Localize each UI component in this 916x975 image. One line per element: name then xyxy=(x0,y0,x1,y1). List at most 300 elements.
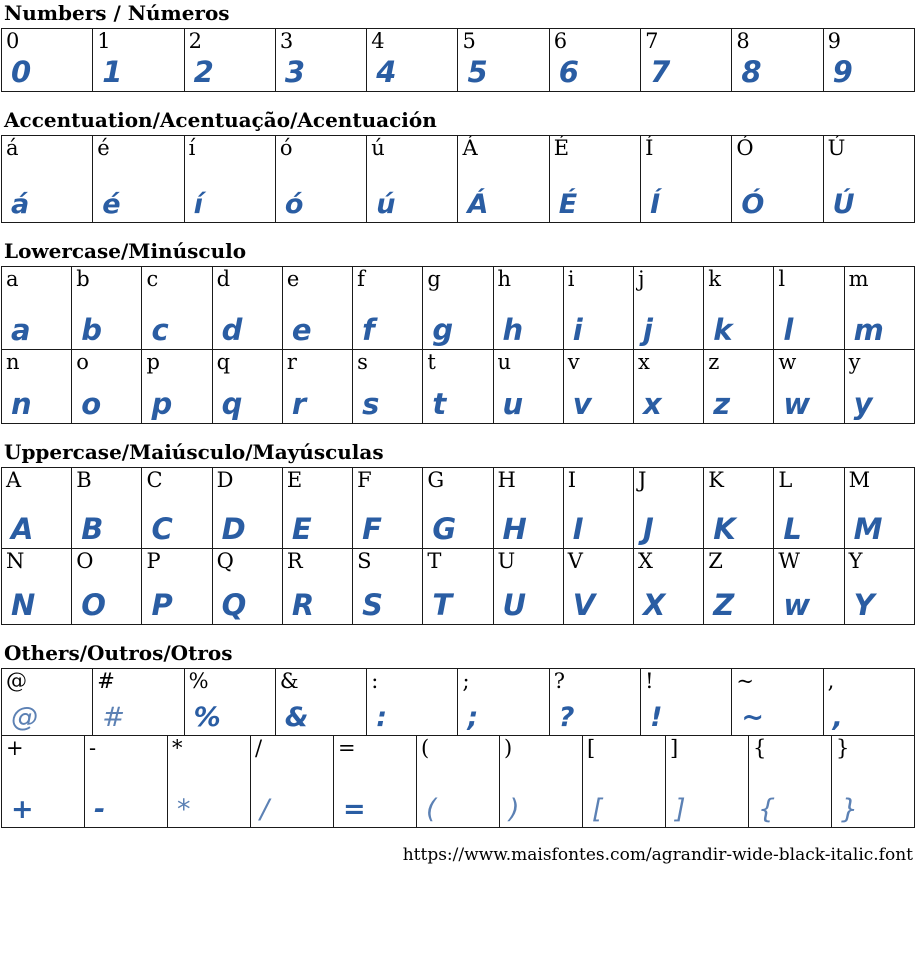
glyph-cell-inner xyxy=(93,29,183,91)
reference-glyph: Ú xyxy=(827,136,846,160)
glyph-cell-inner xyxy=(634,350,703,423)
reference-glyph: ó xyxy=(279,136,293,160)
font-sample-glyph: 2 xyxy=(193,55,215,89)
glyph-cell xyxy=(212,350,282,424)
reference-glyph: } xyxy=(836,736,850,760)
glyph-table-uppercase-row1 xyxy=(1,548,915,625)
glyph-cell-inner xyxy=(213,549,282,624)
glyph-cell-inner xyxy=(458,669,548,735)
glyph-cell xyxy=(458,29,549,92)
font-sample-glyph: a xyxy=(11,313,32,347)
glyph-cell-inner xyxy=(353,468,422,548)
glyph-cell xyxy=(633,549,703,625)
font-sample-glyph: r xyxy=(291,387,308,421)
font-sample-glyph: , xyxy=(832,702,844,733)
reference-glyph: # xyxy=(97,669,115,693)
reference-glyph: % xyxy=(188,669,209,693)
font-sample-glyph: i xyxy=(572,313,584,347)
glyph-cell-inner xyxy=(704,549,773,624)
glyph-cell xyxy=(367,136,458,223)
reference-glyph: y xyxy=(848,350,861,374)
glyph-cell xyxy=(844,549,914,625)
glyph-cell-inner xyxy=(704,267,773,349)
font-sample-glyph: 1 xyxy=(102,55,124,89)
reference-glyph: e xyxy=(286,267,300,291)
font-sample-glyph: 0 xyxy=(11,55,33,89)
font-sample-glyph: e xyxy=(291,313,313,347)
glyph-cell-inner xyxy=(283,350,352,423)
glyph-cell-inner xyxy=(142,350,211,423)
glyph-cell xyxy=(282,267,352,350)
glyph-cell xyxy=(844,267,914,350)
font-sample-glyph: ~ xyxy=(741,702,765,733)
font-sample-glyph: + xyxy=(11,794,35,825)
glyph-cell xyxy=(633,350,703,424)
font-sample-glyph: V xyxy=(572,588,597,622)
font-sample-glyph: Ó xyxy=(741,189,766,220)
reference-glyph: í xyxy=(188,136,196,160)
glyph-cell-inner xyxy=(732,29,822,91)
font-sample-glyph: y xyxy=(853,387,874,421)
font-sample-glyph: I xyxy=(572,512,585,546)
font-sample-glyph: ] xyxy=(675,794,687,825)
glyph-cell-inner xyxy=(72,549,141,624)
glyph-cell xyxy=(367,29,458,92)
font-sample-glyph: z xyxy=(713,387,732,421)
reference-glyph: 3 xyxy=(279,29,294,53)
reference-glyph: N xyxy=(6,549,25,573)
font-sample-glyph: p xyxy=(151,387,174,421)
glyph-cell xyxy=(72,468,142,549)
font-sample-glyph: j xyxy=(642,313,654,347)
glyph-cell xyxy=(549,669,640,736)
glyph-table-numbers-row0 xyxy=(1,28,915,92)
glyph-cell xyxy=(583,736,666,828)
glyph-cell xyxy=(212,468,282,549)
glyph-cell-inner xyxy=(276,136,366,222)
reference-glyph: U xyxy=(497,549,516,573)
reference-glyph: : xyxy=(371,669,379,693)
glyph-cell xyxy=(732,136,823,223)
glyph-cell xyxy=(353,468,423,549)
glyph-cell-inner xyxy=(500,736,582,827)
glyph-cell-inner xyxy=(2,736,84,827)
font-sample-glyph: X xyxy=(642,588,667,622)
reference-glyph: * xyxy=(172,736,183,760)
glyph-cell xyxy=(93,669,184,736)
glyph-cell xyxy=(275,29,366,92)
glyph-cell xyxy=(633,267,703,350)
glyph-cell-inner xyxy=(641,29,731,91)
glyph-cell xyxy=(93,136,184,223)
glyph-cell xyxy=(93,29,184,92)
glyph-cell xyxy=(2,136,93,223)
font-sample-glyph: o xyxy=(81,387,103,421)
glyph-cell-inner xyxy=(367,29,457,91)
glyph-cell xyxy=(774,549,844,625)
font-sample-glyph: ? xyxy=(558,702,576,733)
reference-glyph: Á xyxy=(462,136,478,160)
glyph-cell-inner xyxy=(641,669,731,735)
reference-glyph: P xyxy=(146,549,161,573)
reference-glyph: ) xyxy=(504,736,513,760)
font-sample-glyph: : xyxy=(376,702,388,733)
font-sample-glyph: Q xyxy=(221,588,248,622)
glyph-cell-inner xyxy=(774,468,843,548)
glyph-cell-inner xyxy=(142,549,211,624)
reference-glyph: W xyxy=(778,549,800,573)
glyph-cell-inner xyxy=(423,350,492,423)
font-sample-glyph: C xyxy=(151,512,174,546)
glyph-cell-inner xyxy=(774,267,843,349)
glyph-cell xyxy=(549,136,640,223)
glyph-cell xyxy=(832,736,915,828)
glyph-cell-inner xyxy=(845,350,914,423)
glyph-cell xyxy=(282,549,352,625)
reference-glyph: I xyxy=(567,468,577,492)
glyph-cell-inner xyxy=(367,136,457,222)
font-sample-glyph: x xyxy=(642,387,663,421)
glyph-cell xyxy=(774,350,844,424)
section-title-uppercase: Uppercase/Maiúsculo/Mayúsculas xyxy=(4,440,384,464)
font-sample-glyph: t xyxy=(432,387,448,421)
font-sample-glyph: % xyxy=(193,702,222,733)
glyph-cell-inner xyxy=(634,267,703,349)
glyph-cell xyxy=(704,549,774,625)
font-sample-glyph: g xyxy=(432,313,455,347)
glyph-cell xyxy=(2,736,85,828)
glyph-cell-inner xyxy=(93,136,183,222)
reference-glyph: B xyxy=(76,468,92,492)
glyph-cell xyxy=(142,267,212,350)
reference-glyph: p xyxy=(146,350,160,374)
glyph-cell-inner xyxy=(832,736,914,827)
reference-glyph: o xyxy=(76,350,89,374)
font-sample-glyph: 9 xyxy=(832,55,854,89)
glyph-cell xyxy=(168,736,251,828)
glyph-cell-inner xyxy=(550,29,640,91)
reference-glyph: / xyxy=(255,736,263,760)
font-sample-glyph: S xyxy=(362,588,384,622)
glyph-cell-inner xyxy=(353,350,422,423)
font-sample-glyph: A xyxy=(11,512,35,546)
glyph-cell-inner xyxy=(634,468,703,548)
font-sample-glyph: M xyxy=(853,512,884,546)
reference-glyph: 1 xyxy=(97,29,111,53)
glyph-table-uppercase-row0 xyxy=(1,467,915,549)
font-sample-glyph: G xyxy=(432,512,458,546)
glyph-cell-inner xyxy=(494,549,563,624)
glyph-cell xyxy=(353,350,423,424)
glyph-cell xyxy=(251,736,334,828)
reference-glyph: n xyxy=(6,350,20,374)
section-title-lowercase: Lowercase/Minúsculo xyxy=(4,239,247,263)
glyph-cell xyxy=(72,350,142,424)
glyph-cell xyxy=(212,549,282,625)
glyph-cell xyxy=(184,136,275,223)
glyph-cell xyxy=(2,669,93,736)
font-sample-glyph: = xyxy=(343,794,367,825)
glyph-cell-inner xyxy=(704,468,773,548)
reference-glyph: M xyxy=(848,468,871,492)
glyph-cell xyxy=(72,267,142,350)
reference-glyph: ! xyxy=(645,669,654,693)
glyph-table-lowercase-row0 xyxy=(1,266,915,350)
glyph-cell xyxy=(2,267,72,350)
glyph-cell-inner xyxy=(353,267,422,349)
font-sample-glyph: é xyxy=(102,189,122,220)
glyph-cell xyxy=(844,350,914,424)
section-accentuation xyxy=(1,109,915,223)
glyph-cell-inner xyxy=(423,468,492,548)
glyph-cell xyxy=(563,549,633,625)
reference-glyph: w xyxy=(778,350,797,374)
glyph-cell-inner xyxy=(564,549,633,624)
glyph-cell xyxy=(641,29,732,92)
font-sample-glyph: h xyxy=(502,313,525,347)
glyph-cell-inner xyxy=(85,736,167,827)
section-title-others: Others/Outros/Otros xyxy=(4,641,233,665)
font-sample-glyph: n xyxy=(11,387,33,421)
reference-glyph: A xyxy=(6,468,22,492)
reference-glyph: Q xyxy=(216,549,234,573)
reference-glyph: ( xyxy=(421,736,430,760)
font-sample-glyph: F xyxy=(362,512,383,546)
font-sample-glyph: K xyxy=(713,512,737,546)
font-sample-glyph: d xyxy=(221,313,244,347)
glyph-cell xyxy=(563,267,633,350)
font-sample-glyph: í xyxy=(193,189,204,220)
specimen-sections xyxy=(1,2,915,828)
reference-glyph: m xyxy=(848,267,869,291)
glyph-cell-inner xyxy=(334,736,416,827)
glyph-cell-inner xyxy=(2,29,92,91)
font-sample-glyph: Ú xyxy=(832,189,856,220)
glyph-cell-inner xyxy=(72,350,141,423)
font-sample-glyph: u xyxy=(502,387,525,421)
section-title-numbers: Numbers / Números xyxy=(4,1,230,25)
glyph-cell xyxy=(493,350,563,424)
reference-glyph: [ xyxy=(587,736,596,760)
glyph-cell-inner xyxy=(283,468,352,548)
glyph-cell-inner xyxy=(142,468,211,548)
glyph-cell-inner xyxy=(2,669,92,735)
glyph-cell-inner xyxy=(564,267,633,349)
reference-glyph: D xyxy=(216,468,234,492)
glyph-cell-inner xyxy=(494,468,563,548)
section-uppercase xyxy=(1,441,915,625)
reference-glyph: ; xyxy=(462,669,470,693)
glyph-cell xyxy=(275,136,366,223)
glyph-cell xyxy=(704,350,774,424)
glyph-cell xyxy=(142,468,212,549)
glyph-cell-inner xyxy=(283,549,352,624)
glyph-cell xyxy=(633,468,703,549)
glyph-cell xyxy=(641,669,732,736)
font-sample-glyph: { xyxy=(758,794,777,825)
font-sample-glyph: Z xyxy=(713,588,736,622)
font-sample-glyph: c xyxy=(151,313,170,347)
glyph-cell xyxy=(2,350,72,424)
reference-glyph: C xyxy=(146,468,163,492)
reference-glyph: Ó xyxy=(736,136,754,160)
glyph-cell xyxy=(184,29,275,92)
glyph-cell xyxy=(417,736,500,828)
glyph-cell-inner xyxy=(774,350,843,423)
reference-glyph: d xyxy=(216,267,231,291)
reference-glyph: z xyxy=(708,350,720,374)
glyph-cell-inner xyxy=(564,350,633,423)
font-sample-glyph: / xyxy=(260,794,271,825)
reference-glyph: 5 xyxy=(462,29,476,53)
reference-glyph: s xyxy=(357,350,368,374)
font-sample-glyph: b xyxy=(81,313,103,347)
font-sample-glyph: N xyxy=(11,588,37,622)
glyph-cell-inner xyxy=(142,267,211,349)
font-sample-glyph: 4 xyxy=(376,55,398,89)
glyph-cell xyxy=(353,549,423,625)
reference-glyph: g xyxy=(427,267,441,291)
font-sample-glyph: ( xyxy=(426,794,438,825)
glyph-cell-inner xyxy=(550,136,640,222)
glyph-cell-inner xyxy=(93,669,183,735)
glyph-cell xyxy=(367,669,458,736)
font-sample-glyph: q xyxy=(221,387,244,421)
font-sample-glyph: 6 xyxy=(558,55,580,89)
glyph-cell xyxy=(774,267,844,350)
glyph-cell-inner xyxy=(423,267,492,349)
font-sample-glyph: [ xyxy=(592,794,604,825)
reference-glyph: 2 xyxy=(188,29,202,53)
glyph-cell xyxy=(423,350,493,424)
font-sample-glyph: ) xyxy=(509,794,521,825)
glyph-cell xyxy=(458,136,549,223)
reference-glyph: ? xyxy=(553,669,566,693)
glyph-cell xyxy=(2,29,93,92)
font-sample-glyph: - xyxy=(94,794,107,825)
glyph-cell-inner xyxy=(550,669,640,735)
glyph-cell-inner xyxy=(185,29,275,91)
font-sample-glyph: } xyxy=(841,794,860,825)
glyph-cell-inner xyxy=(824,669,914,735)
reference-glyph: ú xyxy=(371,136,385,160)
glyph-cell-inner xyxy=(213,468,282,548)
font-sample-glyph: P xyxy=(151,588,174,622)
reference-glyph: h xyxy=(497,267,512,291)
glyph-cell xyxy=(493,267,563,350)
reference-glyph: x xyxy=(637,350,650,374)
glyph-cell xyxy=(704,267,774,350)
reference-glyph: K xyxy=(708,468,724,492)
glyph-cell-inner xyxy=(251,736,333,827)
glyph-cell-inner xyxy=(732,136,822,222)
glyph-cell xyxy=(423,468,493,549)
font-sample-glyph: ; xyxy=(467,702,480,733)
glyph-cell-inner xyxy=(213,350,282,423)
glyph-cell-inner xyxy=(283,267,352,349)
glyph-cell-inner xyxy=(353,549,422,624)
glyph-cell-inner xyxy=(845,468,914,548)
font-sample-glyph: s xyxy=(362,387,381,421)
glyph-cell xyxy=(749,736,832,828)
section-numbers xyxy=(1,2,915,92)
font-sample-glyph: k xyxy=(713,313,734,347)
glyph-cell-inner xyxy=(458,29,548,91)
reference-glyph: = xyxy=(338,736,356,760)
font-sample-glyph: R xyxy=(291,588,316,622)
glyph-cell xyxy=(732,29,823,92)
reference-glyph: E xyxy=(286,468,303,492)
reference-glyph: 0 xyxy=(6,29,20,53)
reference-glyph: c xyxy=(146,267,159,291)
reference-glyph: H xyxy=(497,468,516,492)
glyph-cell xyxy=(423,549,493,625)
glyph-cell xyxy=(142,549,212,625)
glyph-cell xyxy=(2,468,72,549)
glyph-cell-inner xyxy=(72,468,141,548)
glyph-cell-inner xyxy=(824,29,914,91)
glyph-cell-inner xyxy=(417,736,499,827)
reference-glyph: J xyxy=(637,468,647,492)
glyph-cell xyxy=(282,468,352,549)
reference-glyph: 8 xyxy=(736,29,750,53)
reference-glyph: S xyxy=(357,549,372,573)
glyph-cell xyxy=(72,549,142,625)
font-sample-glyph: L xyxy=(783,512,803,546)
reference-glyph: u xyxy=(497,350,512,374)
reference-glyph: é xyxy=(97,136,110,160)
glyph-cell-inner xyxy=(641,136,731,222)
glyph-table-accentuation-row0 xyxy=(1,135,915,223)
glyph-cell xyxy=(549,29,640,92)
font-sample-glyph: w xyxy=(783,588,812,622)
reference-glyph: Í xyxy=(645,136,654,160)
glyph-cell xyxy=(2,549,72,625)
glyph-cell-inner xyxy=(2,350,71,423)
reference-glyph: F xyxy=(357,468,372,492)
reference-glyph: - xyxy=(89,736,97,760)
glyph-cell-inner xyxy=(749,736,831,827)
font-sample-glyph: ú xyxy=(376,189,397,220)
reference-glyph: O xyxy=(76,549,94,573)
glyph-cell xyxy=(500,736,583,828)
glyph-cell xyxy=(563,468,633,549)
reference-glyph: X xyxy=(637,549,653,573)
glyph-cell xyxy=(666,736,749,828)
font-sample-glyph: ó xyxy=(284,189,305,220)
glyph-cell xyxy=(334,736,417,828)
glyph-cell-inner xyxy=(276,29,366,91)
glyph-cell-inner xyxy=(845,267,914,349)
font-sample-glyph: B xyxy=(81,512,105,546)
reference-glyph: , xyxy=(827,669,835,693)
reference-glyph: 4 xyxy=(371,29,385,53)
font-sample-glyph: J xyxy=(642,512,655,546)
reference-glyph: 9 xyxy=(827,29,842,53)
font-sample-glyph: 7 xyxy=(650,55,672,89)
reference-glyph: 7 xyxy=(645,29,659,53)
glyph-cell-inner xyxy=(583,736,665,827)
glyph-cell-inner xyxy=(824,136,914,222)
glyph-cell-inner xyxy=(458,136,548,222)
font-sample-glyph: É xyxy=(558,189,579,220)
reference-glyph: Z xyxy=(708,549,723,573)
glyph-cell xyxy=(844,468,914,549)
glyph-cell xyxy=(142,350,212,424)
glyph-cell xyxy=(823,669,914,736)
glyph-cell xyxy=(85,736,168,828)
font-sample-glyph: O xyxy=(81,588,107,622)
